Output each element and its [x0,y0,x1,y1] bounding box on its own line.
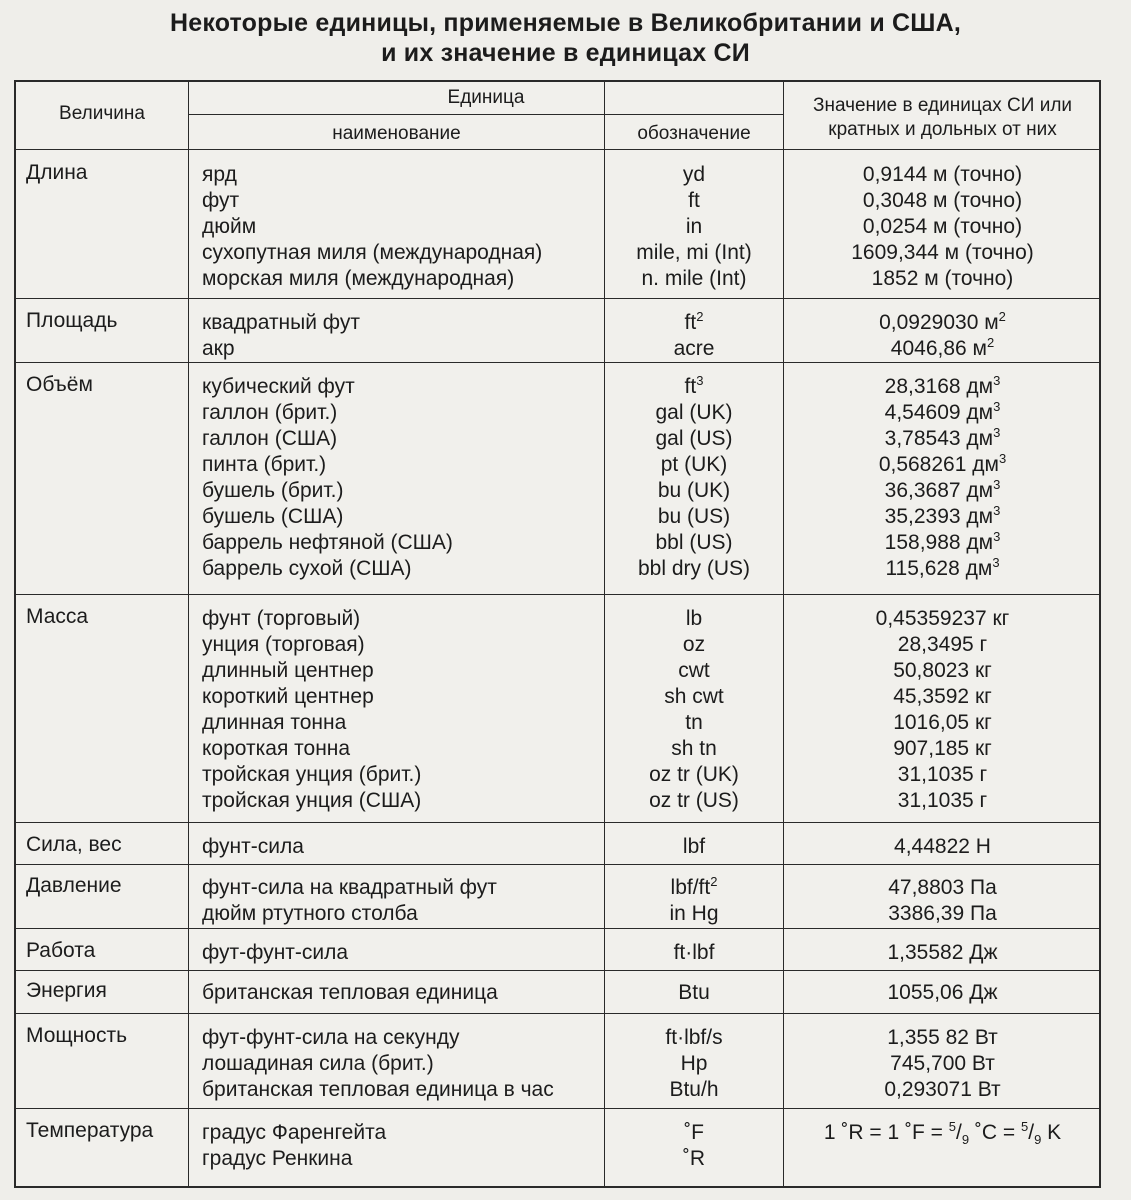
si-value: 4046,86 $м^2$ [890,335,995,360]
quantity-label: Энергия [26,979,107,1002]
si-value: 1,355 82 Вт [887,1026,998,1049]
quantity-label: Масса [26,605,89,628]
unit-symbol: lbf/$ft^2$ [670,874,718,899]
quantity-label: Площадь [26,309,118,332]
unit-symbol: ft·lbf [673,941,715,964]
unit-name: дюйм ртутного столба [202,902,418,925]
group-divider [16,1108,1099,1109]
unit-symbol: in Hg [669,902,719,925]
header-si-value [784,94,1101,142]
unit-name: дюйм [202,215,257,238]
si-value: 0,9144 м (точно) [862,163,1023,186]
unit-name: морская миля (международная) [202,267,515,290]
unit-symbol: Btu [678,981,710,1004]
unit-name: фунт-сила [202,835,304,858]
unit-symbol: pt (UK) [660,453,728,476]
unit-name: длинная тонна [202,711,347,734]
unit-name: унция (торговая) [202,633,365,656]
group-divider [16,1013,1099,1014]
unit-name: галлон (США) [202,427,338,450]
group-divider [16,864,1099,865]
si-value: 31,1035 г [897,763,988,786]
title-line-1: Некоторые единицы, применяемые в Великобритании и США, [169,9,962,37]
unit-symbol: $ft^3$ [684,373,704,398]
unit-name: пинта (брит.) [202,453,327,476]
header-unit: Единица [447,87,525,108]
si-value: 1055,06 Дж [887,981,998,1004]
unit-symbol: in [685,215,703,238]
unit-name: фут-фунт-сила на секунду [202,1026,460,1049]
unit-name: фут-фунт-сила [202,941,349,964]
unit-symbol: gal (US) [655,427,733,450]
unit-symbol: bu (US) [657,505,731,528]
si-value: 1609,344 м (точно) [851,241,1034,264]
unit-name: баррель сухой (США) [202,557,412,580]
unit-symbol: bbl dry (US) [637,557,751,580]
unit-name: градус Фаренгейта [202,1121,387,1144]
si-value: 115,628 $дм^3$ [885,555,1000,580]
header-divider [16,149,1099,150]
unit-name: длинный центнер [202,659,374,682]
si-value: 3386,39 Па [888,902,997,925]
unit-name: баррель нефтяной (США) [202,531,453,554]
unit-symbol: $ft^2$ [684,309,704,334]
group-divider [16,822,1099,823]
unit-symbol: sh cwt [664,685,724,708]
unit-name: акр [202,337,235,360]
unit-symbol: ft [688,189,700,212]
unit-name: кубический фут [202,375,355,398]
title-line-2: и их значение в единицах СИ [381,39,750,67]
unit-symbol: lb [685,607,703,630]
quantity-label: Мощность [26,1024,128,1047]
si-value: 50,8023 кг [893,659,992,682]
unit-name: британская тепловая единица в час [202,1078,554,1101]
si-value: 745,700 Вт [890,1052,995,1075]
page-title [0,8,1131,68]
si-value: 47,8803 Па [888,876,997,899]
si-value: 28,3168 $дм^3$ [884,373,1001,398]
si-value: 3,78543 $дм^3$ [884,425,1001,450]
unit-symbol: cwt [678,659,710,682]
unit-name: тройская унция (брит.) [202,763,422,786]
header-si-value-line-1: Значение в единицах СИ или [812,95,1073,116]
unit-symbol: acre [673,337,715,360]
quantity-label: Сила, вес [26,833,122,856]
quantity-label: Температура [26,1119,154,1142]
group-divider [16,970,1099,971]
si-value: 31,1035 г [897,789,988,812]
quantity-label: Давление [26,874,122,897]
unit-symbol: oz [682,633,706,656]
group-divider [16,298,1099,299]
unit-symbol: ˚R [682,1147,706,1170]
unit-symbol: bbl (US) [655,531,733,554]
si-value: 28,3495 г [897,633,988,656]
unit-symbol: mile, mi (Int) [636,241,752,264]
unit-name: фунт-сила на квадратный фут [202,876,497,899]
si-value: 907,185 кг [893,737,992,760]
unit-symbol: gal (UK) [655,401,733,424]
si-value: 0,293071 Вт [884,1078,1001,1101]
unit-name: британская тепловая единица [202,981,498,1004]
group-divider [16,928,1099,929]
unit-symbol: lbf [682,835,706,858]
si-value: 1852 м (точно) [871,267,1014,290]
unit-name: лошадиная сила (брит.) [202,1052,434,1075]
unit-symbol: bu (UK) [657,479,731,502]
si-value: 4,44822 Н [894,835,991,858]
unit-symbol: Hp [680,1052,708,1075]
unit-symbol: n. mile (Int) [641,267,747,290]
quantity-label: Объём [26,373,93,396]
unit-name: короткая тонна [202,737,351,760]
units-table [14,80,1101,1188]
unit-name: тройская унция (США) [202,789,422,812]
header-si-value-line-2: кратных и дольных от них [828,119,1057,140]
unit-symbol: tn [685,711,703,734]
si-value: 0,568261 $дм^3$ [878,451,1007,476]
unit-name: сухопутная миля (международная) [202,241,543,264]
quantity-label: Длина [26,161,88,184]
unit-symbol: yd [682,163,706,186]
header-unit-symbol: обозначение [637,123,751,144]
si-value: 1,35582 Дж [887,941,998,964]
unit-name: фут [202,189,240,212]
si-value: 0,3048 м (точно) [862,189,1023,212]
unit-name: квадратный фут [202,311,360,334]
unit-name: фунт (торговый) [202,607,361,630]
unit-symbol: sh tn [671,737,717,760]
header-unit-name: наименование [332,123,461,144]
unit-symbol: ˚F [684,1121,704,1144]
unit-name: бушель (США) [202,505,344,528]
unit-symbol: ft·lbf/s [665,1026,723,1049]
header-sub-divider [189,114,783,115]
group-divider [16,594,1099,595]
si-value: 35,2393 $дм^3$ [884,503,1001,528]
column-divider [188,82,189,1186]
si-value: 4,54609 $дм^3$ [884,399,1001,424]
si-value: 0,0254 м (точно) [862,215,1023,238]
unit-name: короткий центнер [202,685,374,708]
unit-name: ярд [202,163,237,186]
si-value: 158,988 $дм^3$ [884,529,1001,554]
unit-symbol: oz tr (UK) [649,763,739,786]
si-value: 45,3592 кг [893,685,992,708]
si-value: 1 ˚R = 1 ˚F = $^5/_9$ ˚C = $^5/_9$ K [823,1119,1062,1148]
header-quantity: Величина [59,103,145,124]
unit-name: градус Ренкина [202,1147,353,1170]
si-value: 0,0929030 $м^2$ [879,309,1006,334]
unit-symbol: oz tr (US) [649,789,739,812]
unit-name: бушель (брит.) [202,479,344,502]
si-value: 0,45359237 кг [875,607,1010,630]
unit-name: галлон (брит.) [202,401,338,424]
quantity-label: Работа [26,939,96,962]
group-divider [16,362,1099,363]
si-value: 36,3687 $дм^3$ [884,477,1001,502]
unit-symbol: Btu/h [669,1078,719,1101]
si-value: 1016,05 кг [893,711,992,734]
